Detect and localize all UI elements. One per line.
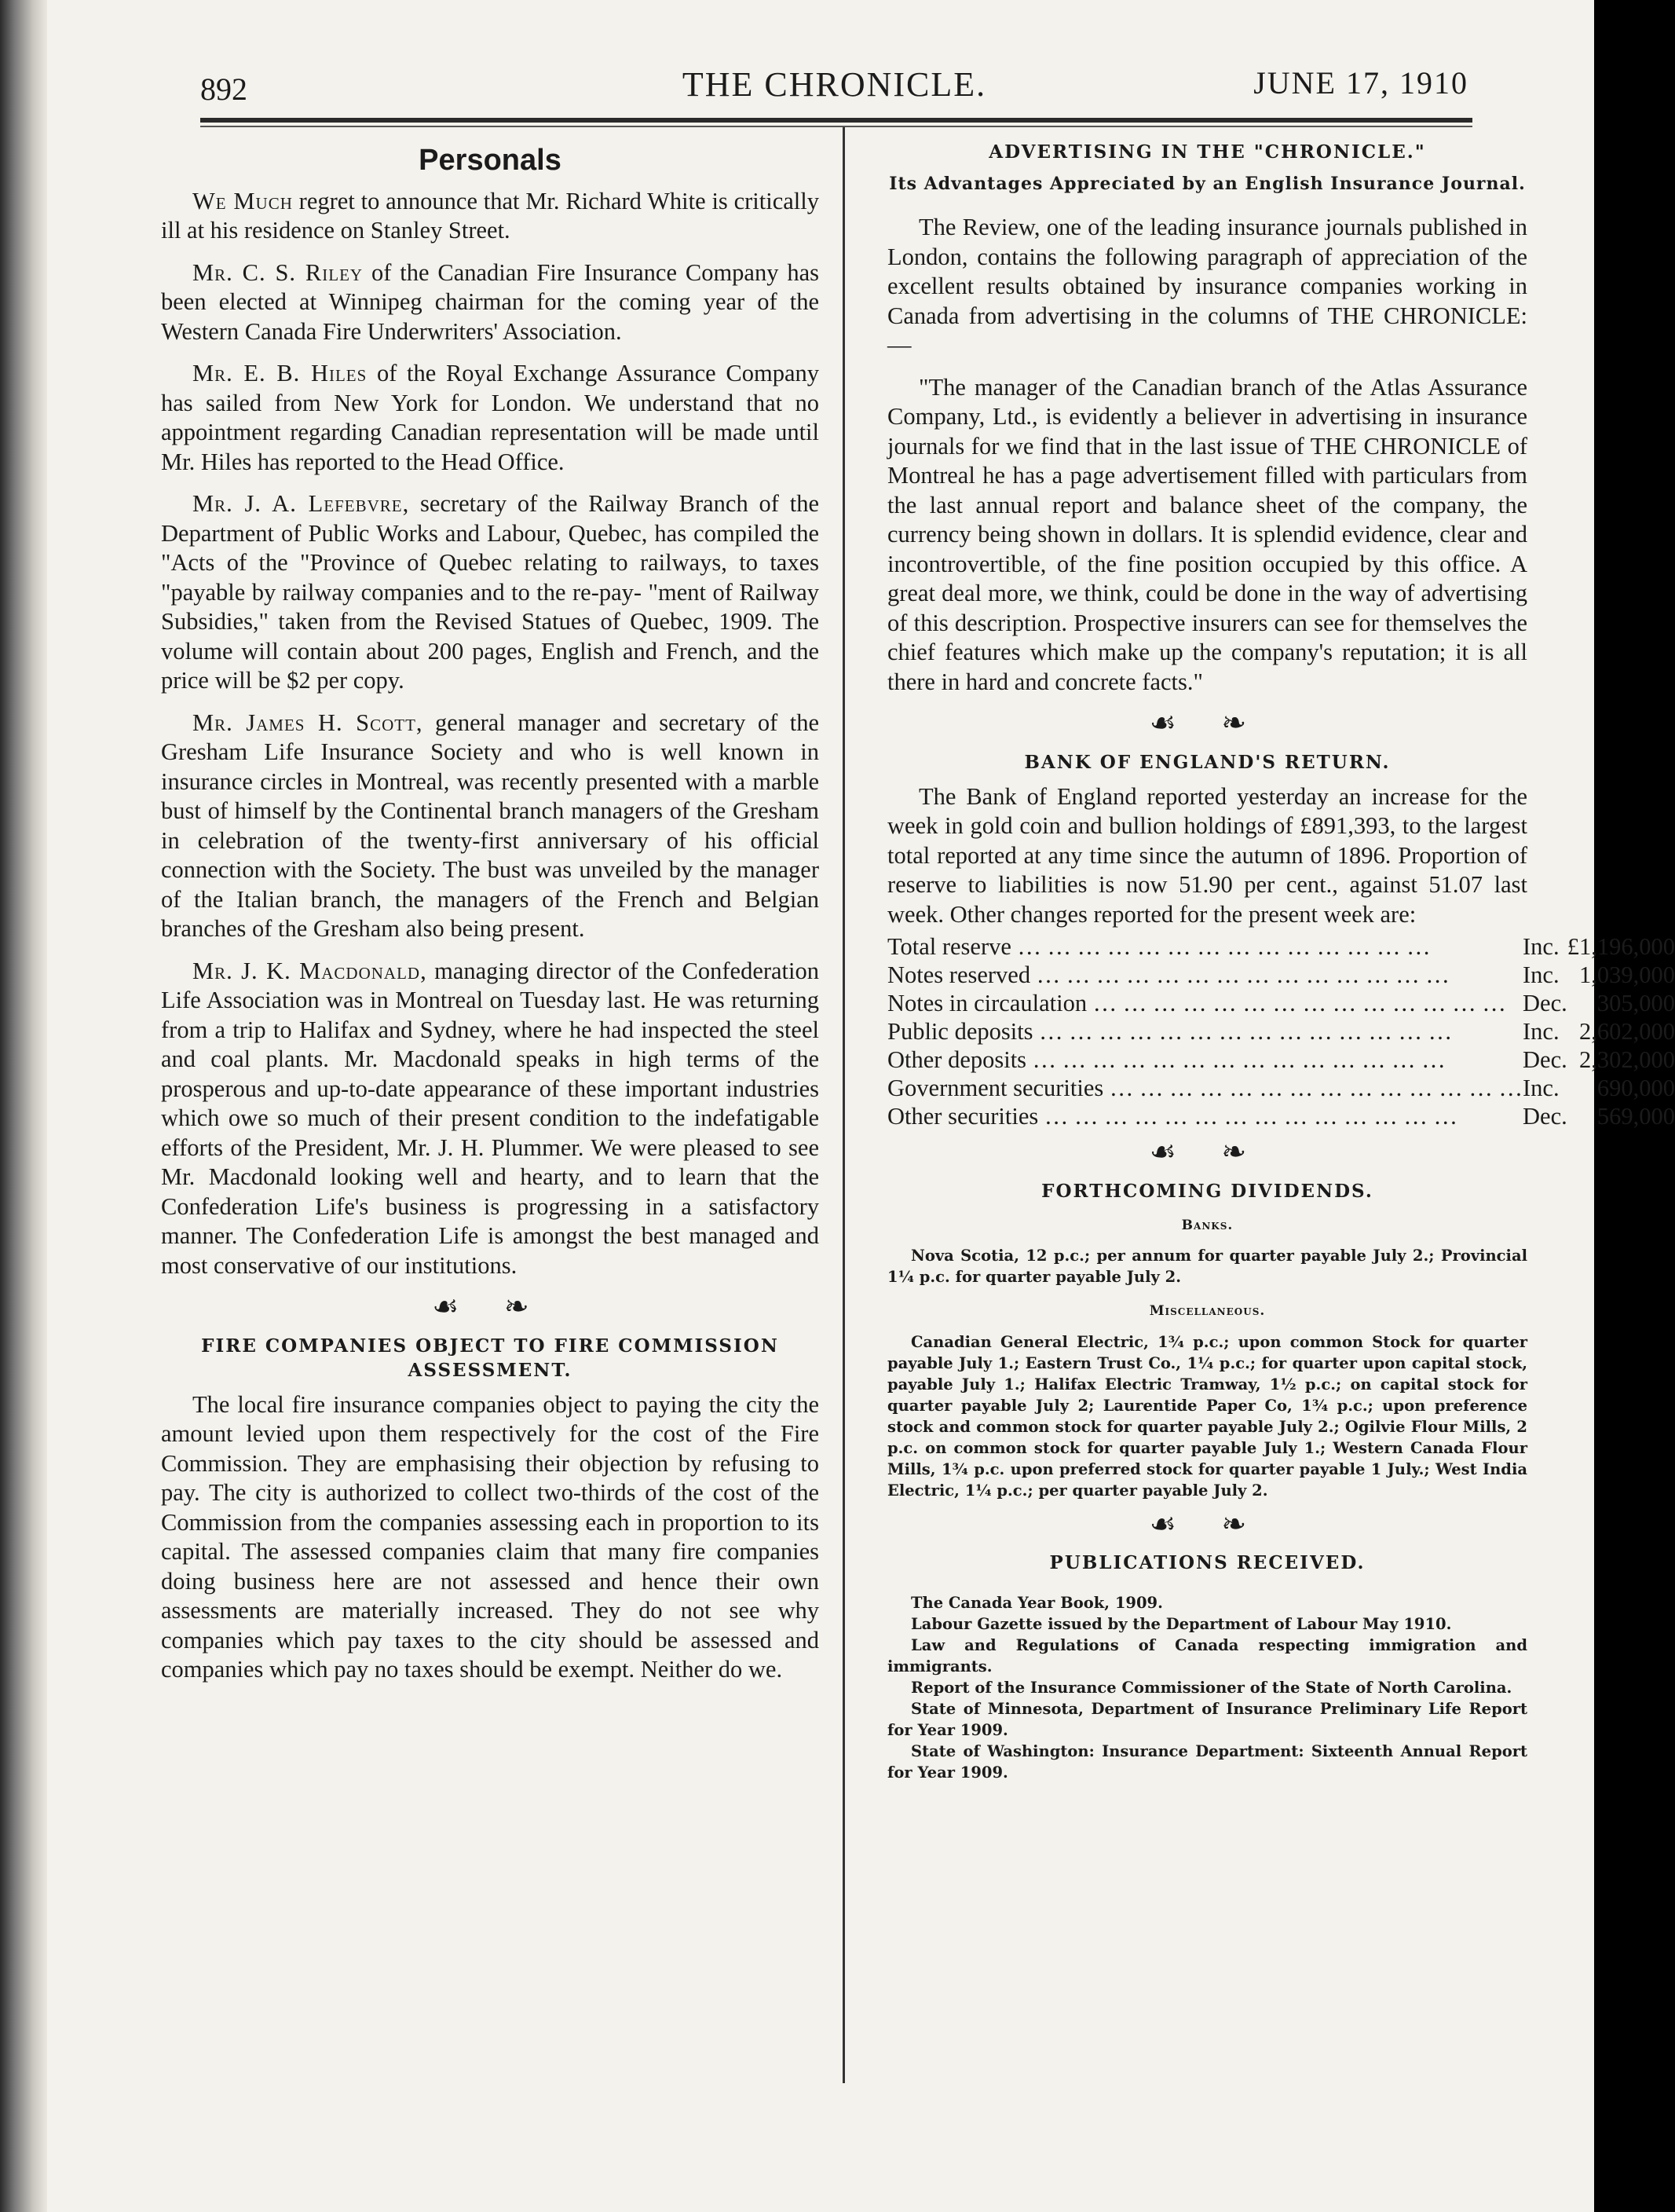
header-rule-thin: [200, 126, 1472, 127]
table-row: Total reserve … … … … … … … … … … … … … … Inc. £1,196,000: [887, 933, 1675, 960]
fire-companies-text: The local fire insurance companies object to paying the city the amount levied upon them respectively for the cost of the Fire Commission. They are emphasising their objection by refusing to pay. The city is authorized to collect two-thirds of the cost of the Commission from the companies assessing each in proportion to its capital. The assessed companies claim that many fire companies doing business here are not assessed and hence their own assessments are materially increased. They do not see why companies which pay taxes to the city should be assessed and companies which pay no taxes should be exempt. Neither do we.: [161, 1390, 819, 1683]
issue-date: JUNE 17, 1910: [1253, 65, 1468, 101]
publications-heading: PUBLICATIONS RECEIVED.: [1049, 1552, 1366, 1573]
dividends-heading: FORTHCOMING DIVIDENDS.: [1041, 1180, 1373, 1202]
table-row: Public deposits … … … … … … … … … … … … … … Inc. 2,602,000: [887, 1018, 1675, 1045]
publication-item: The Canada Year Book, 1909.: [911, 1594, 1163, 1612]
personal-item: Mr. C. S. Riley of the Canadian Fire Insurance Company has been elected at Winnipeg chairman for the coming year of the Western Canada Fire Underwriters' Association.: [161, 258, 819, 345]
bank-return-table: [887, 932, 1675, 1130]
fire-companies-heading: FIRE COMPANIES OBJECT TO FIRE COMMISSION ASSESSMENT.: [201, 1335, 779, 1381]
ornament-leaves-icon: ☙ ❧: [1149, 1507, 1266, 1541]
book-spine: [0, 0, 47, 2212]
publication-item: State of Washington: Insurance Department: Sixteenth Annual Report for Year 1909.: [887, 1742, 1527, 1782]
running-header: [200, 55, 1468, 110]
right-column: [887, 134, 1675, 1783]
table-row: Other deposits … … … … … … … … … … … … … … Dec. 2,302,000: [887, 1046, 1675, 1073]
personal-item: We Much regret to announce that Mr. Richard White is critically ill at his residence on Stanley Street.: [161, 187, 819, 244]
ornament-leaves-icon: ☙ ❧: [432, 1291, 548, 1324]
ornament-leaves-icon: ☙ ❧: [1149, 707, 1266, 740]
column-divider: [843, 127, 845, 2083]
advertising-para-2: "The manager of the Canadian branch of the Atlas Assurance Company, Ltd., is evidently a believer in advertising in insurance journals for we find that in the last issue of THE CHRONICLE of Montreal he has a page advertisement filled with particulars from the last annual report and balance sheet of the company, the currency being shown in dollars. It is splendid evidence, clear and incontrovertible, of the fine position occupied by this office. A great deal more, we think, could be done in the way of advertising of this description. Prospective insurers can see for themselves the chief features which make up the company's reputation; it is all there in hard and concrete facts.": [887, 373, 1527, 695]
table-row: Other securities … … … … … … … … … … … … … … Dec. 569,000: [887, 1103, 1675, 1130]
personal-item: Mr. J. A. Lefebvre, secretary of the Railway Branch of the Department of Public Works and Labour, Quebec, has compiled the "Acts of the "Province of Quebec relating to railways, to taxes "payable by railway companies and to the re-pay- "ment of Railway Subsidies," taken from the Revised Statues of Quebec, 1909. The volume will contain about 200 pages, English and French, and the price will be $2 per copy.: [161, 490, 819, 694]
personals-heading: Personals: [419, 144, 561, 177]
advertising-para-1: The Review, one of the leading insurance journals published in London, contains the following paragraph of appreciation of the excellent results obtained by insurance companies working in Canada from advertising in the columns of THE CHRONICLE: —: [887, 214, 1527, 358]
publication-title: THE CHRONICLE.: [682, 65, 987, 104]
ornament-leaves-icon: ☙ ❧: [1149, 1136, 1266, 1169]
bank-england-text: The Bank of England reported yesterday an increase for the week in gold coin and bullion holdings of £891,393, to the largest total reported at any time since the autumn of 1896. Proportion of reserve to liabilities is now 51.90 per cent., against 51.07 last week. Other changes reported for the present week are:: [887, 782, 1527, 928]
advertising-subheading: Its Advantages Appreciated by an English Insurance Journal.: [889, 174, 1526, 194]
advertising-heading: ADVERTISING IN THE "CHRONICLE.": [989, 141, 1426, 163]
publication-item: Law and Regulations of Canada respecting immigration and immigrants.: [887, 1636, 1527, 1675]
dividends-banks-subhead: Banks.: [1181, 1217, 1234, 1233]
dividends-banks-text: Nova Scotia, 12 p.c.; per annum for quarter payable July 2.; Provincial 1¼ p.c. for quarter payable July 2.: [887, 1247, 1527, 1286]
bank-england-heading: BANK OF ENGLAND'S RETURN.: [1024, 751, 1391, 773]
table-row: Notes in circaulation … … … … … … … … … … … … … … Dec. 305,000: [887, 990, 1675, 1016]
publication-item: State of Minnesota, Department of Insurance Preliminary Life Report for Year 1909.: [887, 1700, 1527, 1739]
publication-item: Labour Gazette issued by the Department of Labour May 1910.: [911, 1615, 1452, 1633]
publication-item: Report of the Insurance Commissioner of the State of North Carolina.: [911, 1679, 1512, 1697]
table-row: Notes reserved … … … … … … … … … … … … … … Inc. 1,039,000: [887, 961, 1675, 988]
header-rule: [200, 118, 1472, 123]
personal-item: Mr. J. K. Macdonald, managing director of the Confederation Life Association was in Montreal on Tuesday last. He was returning from a trip to Halifax and Sydney, where he had inspected the steel and coal plants. Mr. Macdonald speaks in high terms of the prosperous and up-to-date appearance of these important industries which owe so much of their present condition to the indefatigable efforts of the President, Mr. J. H. Plummer. We were pleased to see Mr. Macdonald looking well and hearty, and to learn that the Confederation Life's business is progressing in a satisfactory manner. The Confederation Life is amongst the best managed and most conservative of our institutions.: [161, 957, 819, 1279]
personal-item: Mr. James H. Scott, general manager and secretary of the Gresham Life Insurance Society and who is well known in insurance circles in Montreal, was recently presented with a marble bust of himself by the Continental branch managers of the Gresham in celebration of the twenty-first anniversary of his official connection with the Society. The bust was unveiled by the manager of the Italian branch, the managers of the French and Belgian branches of the Gresham also being present.: [161, 709, 819, 942]
left-column: [161, 134, 819, 1697]
dividends-misc-subhead: Miscellaneous.: [1149, 1303, 1266, 1319]
personal-item: Mr. E. B. Hiles of the Royal Exchange Assurance Company has sailed from New York for London. We understand that no appointment regarding Canadian representation will be made until Mr. Hiles has reported to the Head Office.: [161, 360, 819, 475]
table-row: Government securities … … … … … … … … … … … … … … Inc. 690,000: [887, 1075, 1675, 1101]
dividends-misc-text: Canadian General Electric, 1¾ p.c.; upon common Stock for quarter payable July 1.; Eastern Trust Co., 1¼ p.c.; for quarter upon capital stock, payable July 1.; Halifax Electric Tramway, 1½ p.c.; on capital stock for quarter payable July 2; Laurentide Paper Co, 1¾ p.c.; upon preference stock and common stock for quarter payable July 2.; Ogilvie Flour Mills, 2 p.c. on common stock for quarter payable July 1.; Western Canada Flour Mills, 1¾ p.c. upon preferred stock for quarter payable 1 July.; West India Electric, 1¼ p.c.; per quarter payable July 2.: [887, 1332, 1527, 1500]
page-number: 892: [200, 71, 247, 107]
